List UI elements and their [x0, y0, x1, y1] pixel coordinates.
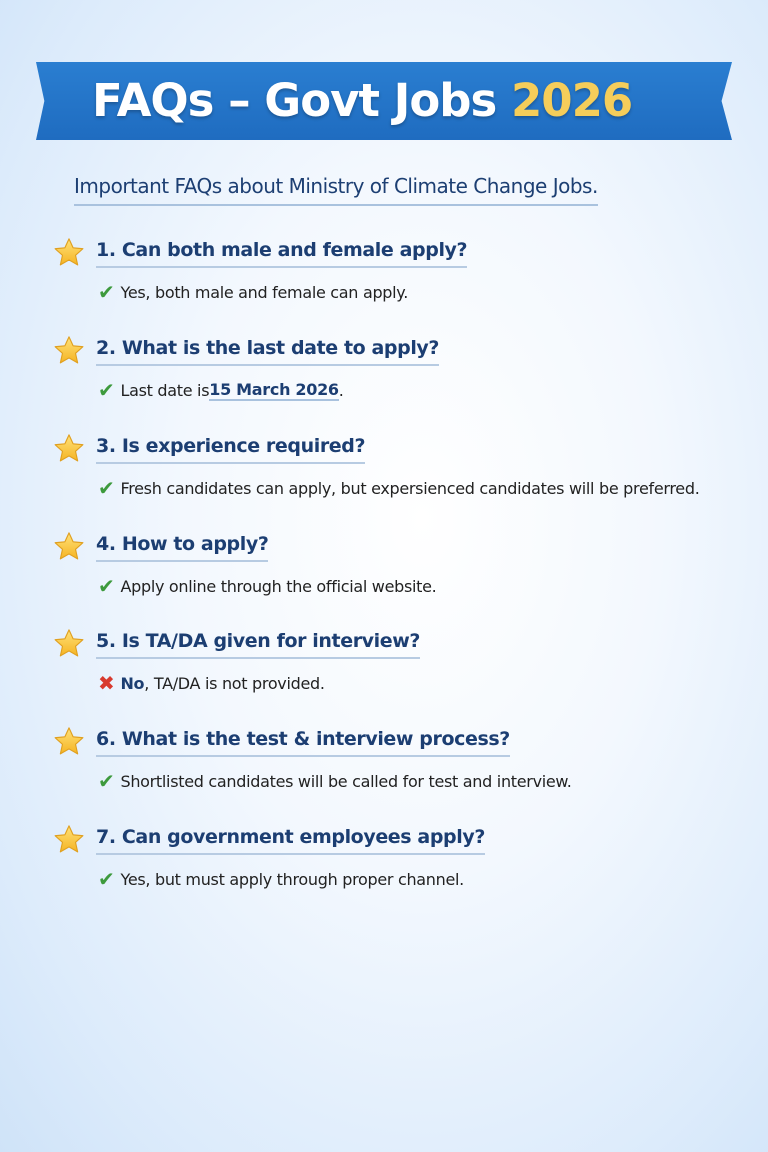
title-text: FAQs – Govt Jobs — [92, 74, 497, 127]
check-icon: ✔ — [98, 476, 115, 500]
faq-item — [52, 823, 485, 891]
faq-question — [52, 823, 485, 857]
page-title — [92, 66, 632, 136]
faq-item — [52, 725, 572, 793]
check-icon: ✔ — [98, 378, 115, 402]
answer-text-end: . — [338, 380, 344, 400]
question-text: 1. Can both male and female apply? — [96, 239, 467, 268]
check-icon: ✔ — [98, 280, 115, 304]
question-text: 4. How to apply? — [96, 533, 268, 562]
question-text: 2. What is the last date to apply? — [96, 337, 439, 366]
check-icon: ✔ — [98, 769, 115, 793]
faq-answer — [98, 867, 485, 891]
faq-answer — [98, 769, 572, 793]
answer-emphasis: 15 March 2026 — [209, 379, 339, 399]
faq-item — [52, 334, 439, 402]
question-text: 5. Is TA/DA given for interview? — [96, 630, 420, 659]
question-text: 6. What is the test & interview process? — [96, 728, 510, 757]
faq-question — [52, 530, 436, 564]
star-icon — [52, 432, 86, 466]
answer-emphasis: No — [120, 673, 145, 693]
check-icon: ✔ — [98, 574, 115, 598]
answer-text: Shortlisted candidates will be called for test and interview. — [120, 771, 572, 791]
title-year: 2026 — [510, 74, 633, 127]
faq-item — [52, 627, 420, 695]
question-text: 7. Can government employees apply? — [96, 826, 485, 855]
star-icon — [52, 627, 86, 661]
faq-question — [52, 725, 572, 759]
question-text: 3. Is experience required? — [96, 435, 365, 464]
faq-answer — [98, 378, 439, 402]
star-icon — [52, 725, 86, 759]
faq-answer — [98, 476, 699, 500]
star-icon — [52, 530, 86, 564]
answer-text: Yes, both male and female can apply. — [120, 282, 408, 302]
answer-text-end: , TA/DA is not provided. — [144, 673, 325, 693]
subtitle: Important FAQs about Ministry of Climate Change Jobs. — [74, 174, 598, 206]
faq-question — [52, 236, 467, 270]
faq-question — [52, 627, 420, 661]
cross-icon: ✖ — [98, 671, 115, 695]
star-icon — [52, 236, 86, 270]
star-icon — [52, 823, 86, 857]
check-icon: ✔ — [98, 867, 115, 891]
faq-answer — [98, 671, 420, 695]
answer-text: Fresh candidates can apply, but expersienced candidates will be preferred. — [120, 478, 700, 498]
star-icon — [52, 334, 86, 368]
faq-answer — [98, 574, 436, 598]
answer-text: Apply online through the official website. — [120, 576, 437, 596]
faq-item — [52, 530, 436, 598]
faq-item — [52, 236, 467, 304]
faq-question — [52, 334, 439, 368]
answer-text: Yes, but must apply through proper channel. — [120, 869, 464, 889]
answer-text: Last date is — [120, 380, 210, 400]
faq-answer — [98, 280, 467, 304]
faq-item — [52, 432, 699, 500]
faq-question — [52, 432, 699, 466]
